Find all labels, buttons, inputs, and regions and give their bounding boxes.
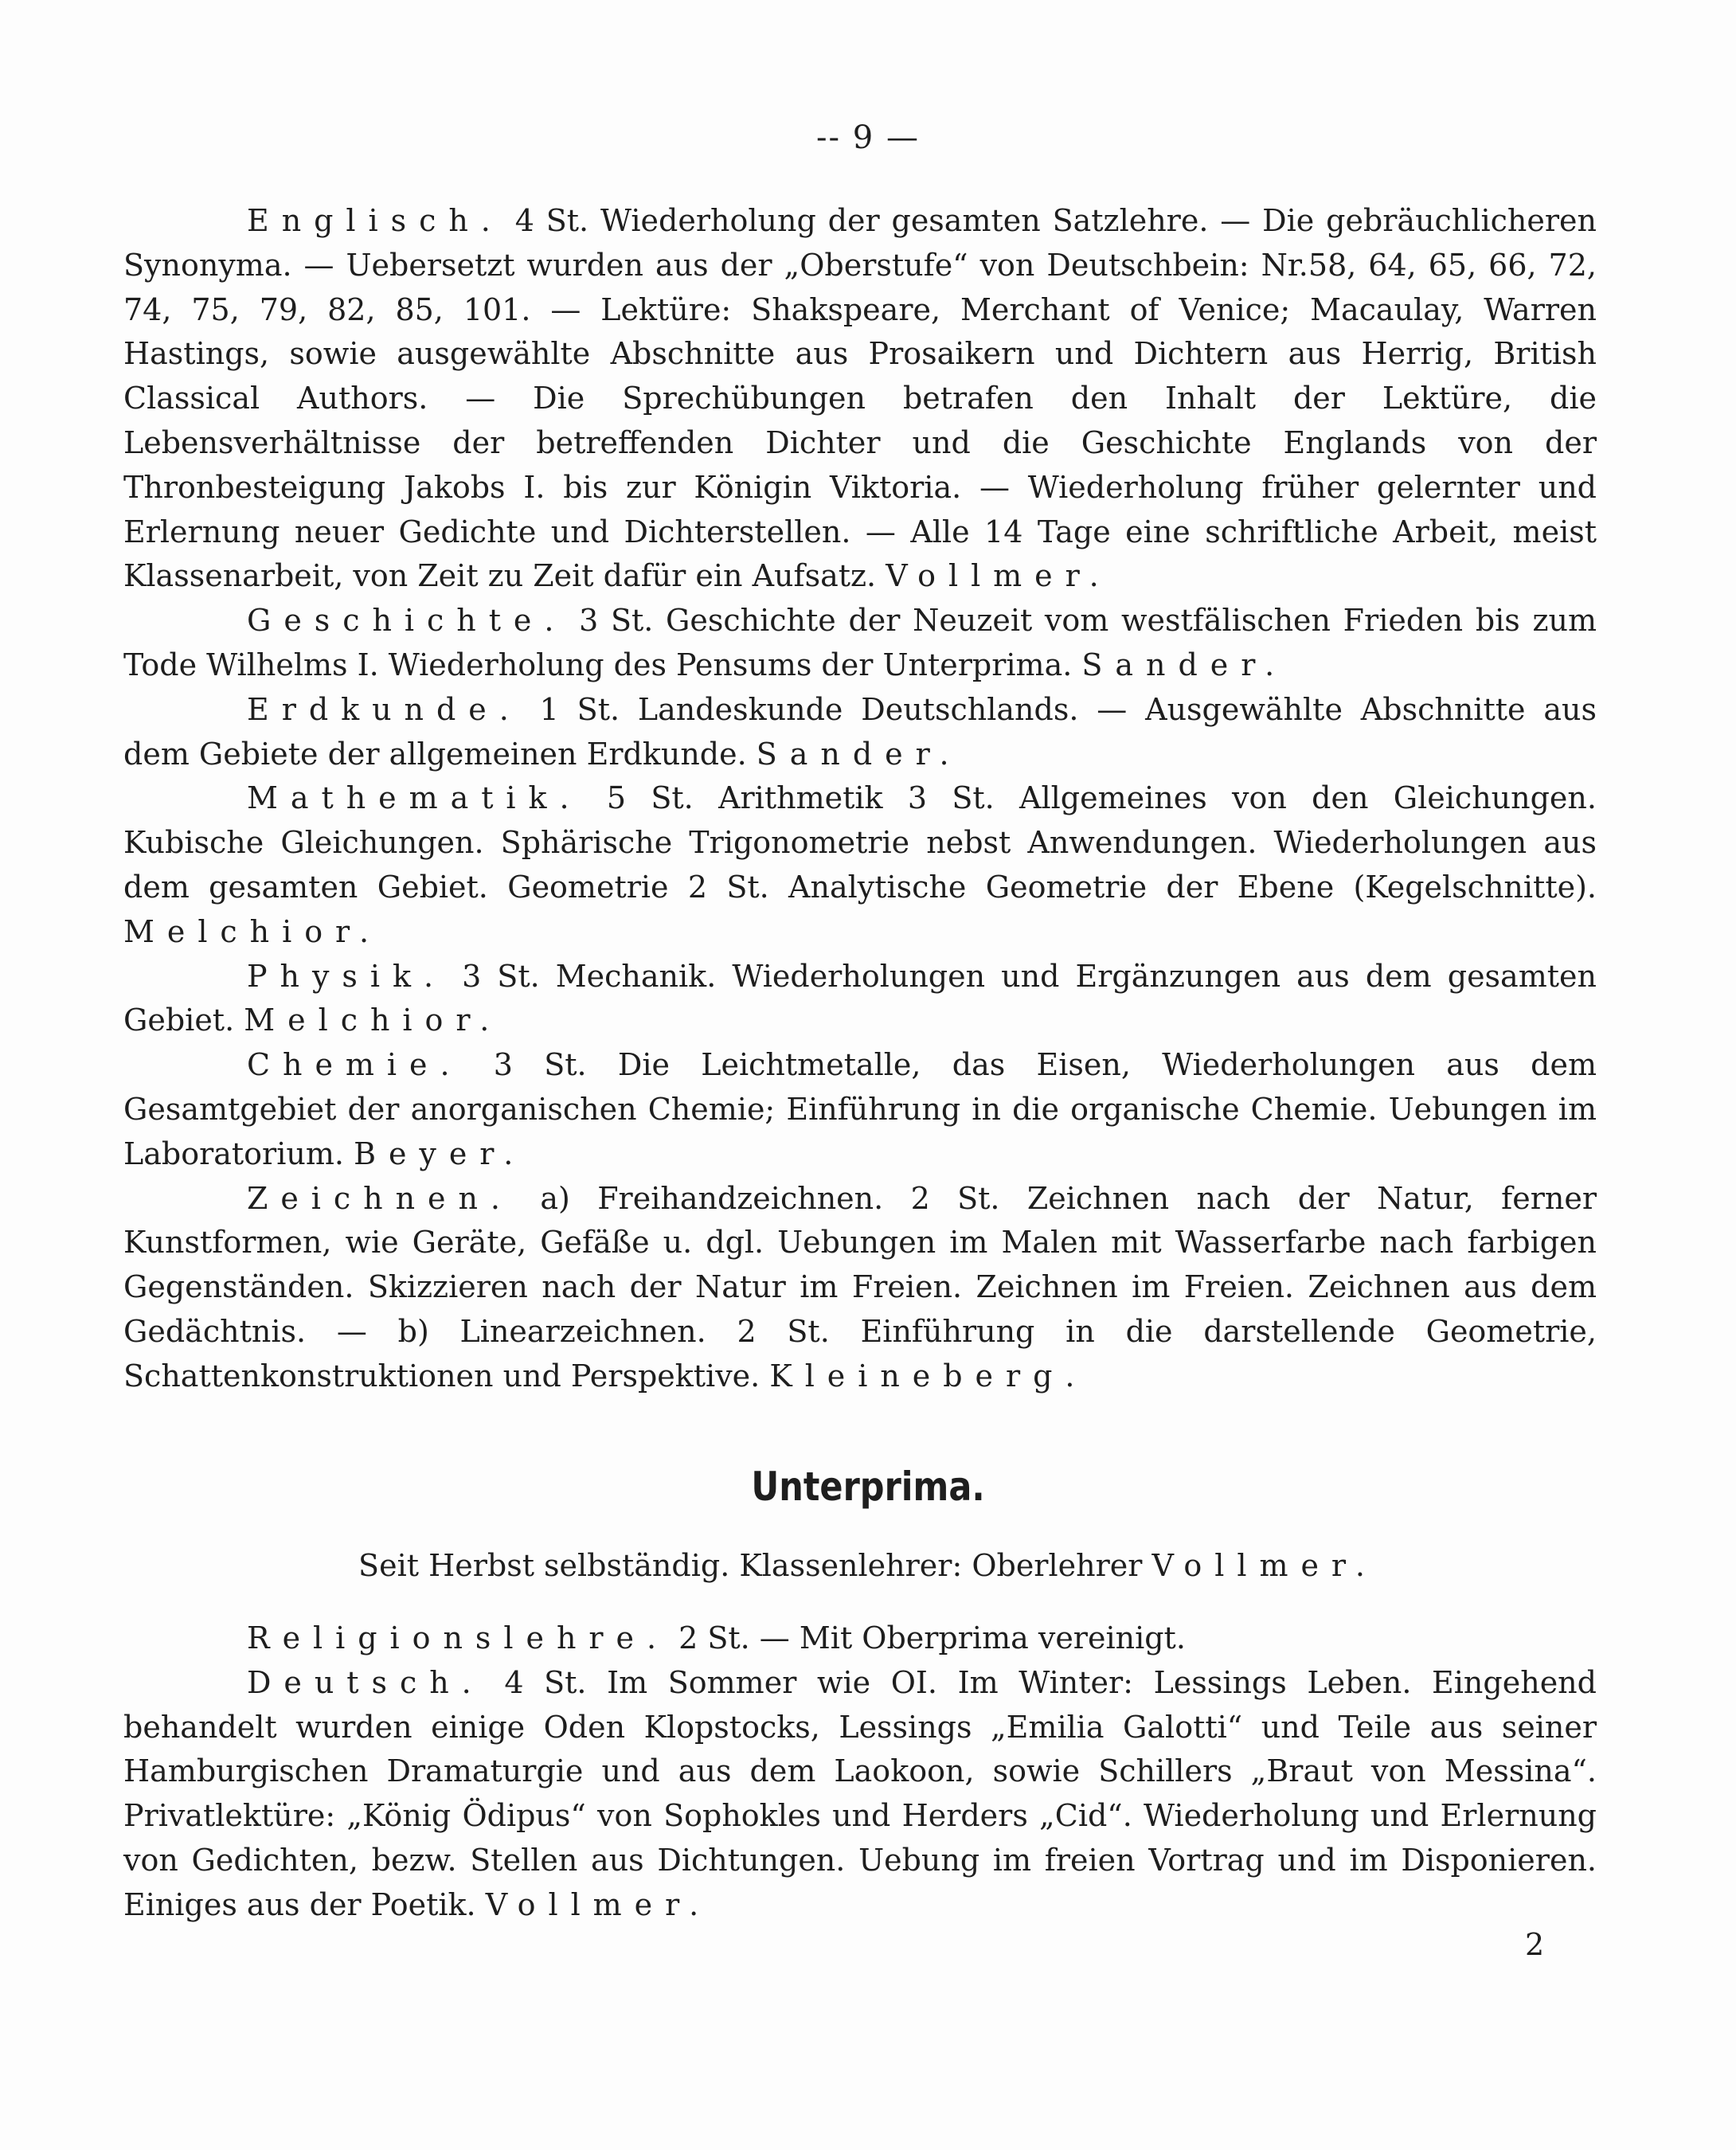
section-heading: Unterprima. (751, 1464, 985, 1510)
class-teacher-name: Vollmer. (1151, 1548, 1378, 1583)
subject-label: Chemie. (247, 1047, 463, 1083)
lower-section (123, 1616, 1597, 1928)
class-teacher-prefix: Seit Herbst selbständig. Klassenlehrer: Oberlehrer (358, 1548, 1143, 1583)
signature-mark: 2 (1525, 1927, 1545, 1962)
subject-text: a) Freihandzeichnen. 2 St. Zeichnen nach der Natur, ferner Kunstformen, wie Geräte, Gefäße u. dgl. Uebungen im Malen mit Wasserfarbe nach farbigen Gegenständen. Skizzieren nach der Natur im Freien. Zeichnen im Freien. Zeichnen aus dem Gedächtnis. — b) Linearzeichnen. 2 St. Einführung in die darstellende Geometrie, Schattenkonstruktionen und Perspektive. (123, 1180, 1597, 1394)
paragraph-geschichte (123, 599, 1597, 688)
subject-label: Zeichnen. (247, 1180, 513, 1216)
paragraph-erdkunde (123, 688, 1597, 777)
upper-section (123, 199, 1597, 1399)
subject-text: 3 St. Geschichte der Neuzeit vom westfälischen Frieden bis zum Tode Wilhelms I. Wiederholung des Pensums der Unterprima. (123, 603, 1597, 682)
subject-text: 3 St. Mechanik. Wiederholungen und Ergänzungen aus dem gesamten Gebiet. (123, 958, 1597, 1038)
teacher-name: Vollmer. (886, 558, 1112, 594)
subject-label: Erdkunde. (247, 691, 522, 727)
paragraph-religionslehre (123, 1616, 1597, 1661)
subject-text: 3 St. Die Leichtmetalle, das Eisen, Wiederholungen aus dem Gesamtgebiet der anorganischen Chemie; Einführung in die organische Chemie. Uebungen im Laboratorium. (123, 1047, 1597, 1171)
subject-text: 5 St. Arithmetik 3 St. Allgemeines von den Gleichungen. Kubische Gleichungen. Sphärische Trigonometrie nebst Anwendungen. Wiederholungen aus dem gesamten Gebiet. Geometrie 2 St. Analytische Geometrie der Ebene (Kegelschnitte). (123, 780, 1597, 905)
teacher-name: Sander. (756, 736, 962, 772)
subject-text: 1 St. Landeskunde Deutschlands. — Ausgewählte Abschnitte aus dem Gebiete der allgemeinen Erdkunde. (123, 691, 1597, 772)
subject-label: Mathematik. (247, 780, 582, 816)
class-teacher-line (0, 1548, 1736, 1583)
subject-label: Englisch. (247, 203, 503, 238)
paragraph-physik (123, 955, 1597, 1044)
paragraph-englisch (123, 199, 1597, 599)
teacher-name: Melchior. (123, 913, 382, 949)
subject-label: Deutsch. (247, 1664, 484, 1700)
subject-text: 2 St. — Mit Oberprima vereinigt. (678, 1620, 1186, 1656)
teacher-name: Beyer. (354, 1136, 526, 1171)
paragraph-deutsch (123, 1661, 1597, 1928)
teacher-name: Sander. (1081, 647, 1288, 682)
paragraph-chemie (123, 1043, 1597, 1176)
subject-label: Physik. (247, 958, 446, 994)
subject-text: 4 St. Wiederholung der gesamten Satzlehre. — Die gebräuchlicheren Synonyma. — Uebersetzt wurden aus der „Oberstufe“ von Deutschbein: Nr.58, 64, 65, 66, 72, 74, 75, 79, 82, 85, 101. — Lektüre: Shakspeare, Merchant of Venice; Macaulay, Warren Hastings, sowie ausgewählte Abschnitte aus Prosaikern und Dichtern aus Herrig, British Classical Authors. — Die Sprechübungen betrafen den Inhalt der Lektüre, die Lebensverhältnisse der betreffenden Dichter und die Geschichte Englands von der Thronbesteigung Jakobs I. bis zur Königin Viktoria. — Wiederholung früher gelernter und Erlernung neuer Gedichte und Dichterstellen. — Alle 14 Tage eine schriftliche Arbeit, meist Klassenarbeit, von Zeit zu Zeit dafür ein Aufsatz. (123, 203, 1597, 594)
subject-text: 4 St. Im Sommer wie OI. Im Winter: Lessings Leben. Eingehend behandelt wurden einige Oden Klopstocks, Lessings „Emilia Galotti“ und Teile aus seiner Hamburgischen Dramaturgie und aus dem Laokoon, sowie Schillers „Braut von Messina“. Privatlektüre: „König Ödipus“ von Sophokles und Herders „Cid“. Wiederholung und Erlernung von Gedichten, bezw. Stellen aus Dichtungen. Uebung im freien Vortrag und im Disponieren. Einiges aus der Poetik. (123, 1664, 1597, 1922)
teacher-name: Kleineberg. (769, 1358, 1088, 1394)
subject-label: Religionslehre. (247, 1620, 669, 1656)
subject-label: Geschichte. (247, 603, 567, 639)
teacher-name: Melchior. (244, 1003, 502, 1038)
teacher-name: Vollmer. (485, 1886, 712, 1922)
paragraph-mathematik (123, 776, 1597, 954)
paragraph-zeichnen (123, 1177, 1597, 1399)
page-number: -- 9 — (816, 119, 920, 156)
